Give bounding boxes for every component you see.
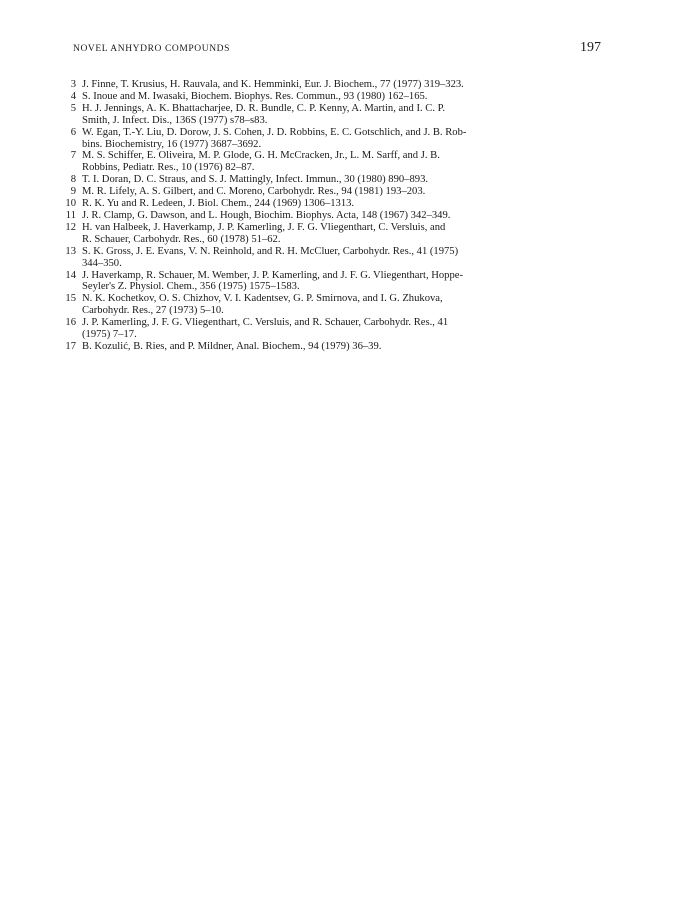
reference-text-line: M. R. Lifely, A. S. Gilbert, and C. Moreno, Carbohydr. Res., 94 (1981) 193–203.: [82, 186, 426, 198]
reference-text-line: J. Finne, T. Krusius, H. Rauvala, and K. Hemminki, Eur. J. Biochem., 77 (1977) 319–323.: [82, 79, 464, 90]
reference-number: 12: [65, 221, 76, 233]
reference-text-line: H. van Halbeek, J. Haverkamp, J. P. Kamerling, J. F. G. Vliegenthart, C. Versluis, and: [82, 221, 446, 233]
reference-item: [62, 293, 602, 317]
reference-text-line: R. Schauer, Carbohydr. Res., 60 (1978) 51–62.: [82, 233, 281, 245]
reference-text-line: Smith, J. Infect. Dis., 136S (1977) s78–s83.: [82, 114, 268, 126]
reference-number: 5: [70, 102, 76, 114]
reference-text-line: R. K. Yu and R. Ledeen, J. Biol. Chem., 244 (1969) 1306–1313.: [82, 198, 355, 210]
reference-list: [62, 79, 602, 353]
reference-text-line: S. K. Gross, J. E. Evans, V. N. Reinhold, and R. H. McCluer, Carbohydr. Res., 41 (1975): [82, 245, 459, 257]
reference-text-line: N. K. Kochetkov, O. S. Chizhov, V. I. Kadentsev, G. P. Smirnova, and I. G. Zhukova,: [82, 293, 443, 305]
reference-item: [62, 198, 602, 210]
reference-item: [62, 270, 602, 294]
reference-text-line: T. I. Doran, D. C. Straus, and S. J. Mattingly, Infect. Immun., 30 (1980) 890–893.: [82, 174, 429, 186]
running-title: NOVEL ANHYDRO COMPOUNDS: [73, 44, 231, 54]
reference-number: 14: [65, 269, 76, 281]
reference-item: [62, 91, 602, 103]
reference-item: [62, 222, 602, 246]
reference-text-line: W. Egan, T.-Y. Liu, D. Dorow, J. S. Cohen, J. D. Robbins, E. C. Gotschlich, and J. B. Rob-: [82, 126, 467, 138]
reference-text-line: Seyler's Z. Physiol. Chem., 356 (1975) 1575–1583.: [82, 281, 300, 293]
reference-item: [62, 150, 602, 174]
reference-number: 9: [70, 186, 76, 198]
reference-item: [62, 174, 602, 186]
reference-number: 17: [65, 340, 76, 352]
reference-number: 16: [65, 317, 76, 329]
reference-number: 4: [70, 90, 76, 102]
reference-text-line: (1975) 7–17.: [82, 329, 137, 341]
reference-item: [62, 186, 602, 198]
reference-text-line: J. Haverkamp, R. Schauer, M. Wember, J. P. Kamerling, and J. F. G. Vliegenthart, Hoppe-: [82, 269, 464, 281]
reference-text-line: J. P. Kamerling, J. F. G. Vliegenthart, C. Versluis, and R. Schauer, Carbohydr. Res., 41: [82, 317, 449, 329]
reference-text-line: M. S. Schiffer, E. Oliveira, M. P. Glode, G. H. McCracken, Jr., L. M. Sarff, and J. B.: [82, 150, 440, 162]
reference-item: [62, 79, 602, 91]
reference-text-line: 344–350.: [82, 257, 122, 269]
reference-text-line: H. J. Jennings, A. K. Bhattacharjee, D. R. Bundle, C. P. Kenny, A. Martin, and I. C. P.: [82, 102, 446, 114]
reference-text-line: bins. Biochemistry, 16 (1977) 3687–3692.: [82, 138, 262, 150]
reference-text-line: Robbins, Pediatr. Res., 10 (1976) 82–87.: [82, 162, 255, 174]
reference-text-line: Carbohydr. Res., 27 (1973) 5–10.: [82, 305, 224, 317]
reference-number: 8: [70, 174, 76, 186]
reference-text-line: S. Inoue and M. Iwasaki, Biochem. Biophys. Res. Commun., 93 (1980) 162–165.: [82, 90, 428, 102]
reference-item: [62, 246, 602, 270]
reference-number: 13: [65, 245, 76, 257]
reference-number: 15: [65, 293, 76, 305]
reference-text-line: J. R. Clamp, G. Dawson, and L. Hough, Biochim. Biophys. Acta, 148 (1967) 342–349.: [82, 209, 451, 221]
reference-number: 6: [70, 126, 76, 138]
reference-item: [62, 341, 602, 353]
reference-item: [62, 210, 602, 222]
reference-text-line: B. Kozulić, B. Ries, and P. Mildner, Anal. Biochem., 94 (1979) 36–39.: [82, 340, 382, 352]
reference-number: 3: [70, 79, 76, 90]
page-number: 197: [580, 40, 601, 55]
reference-item: [62, 317, 602, 341]
reference-item: [62, 127, 602, 151]
reference-number: 10: [65, 198, 76, 210]
reference-number: 11: [65, 209, 76, 221]
reference-number: 7: [70, 150, 76, 162]
reference-item: [62, 103, 602, 127]
